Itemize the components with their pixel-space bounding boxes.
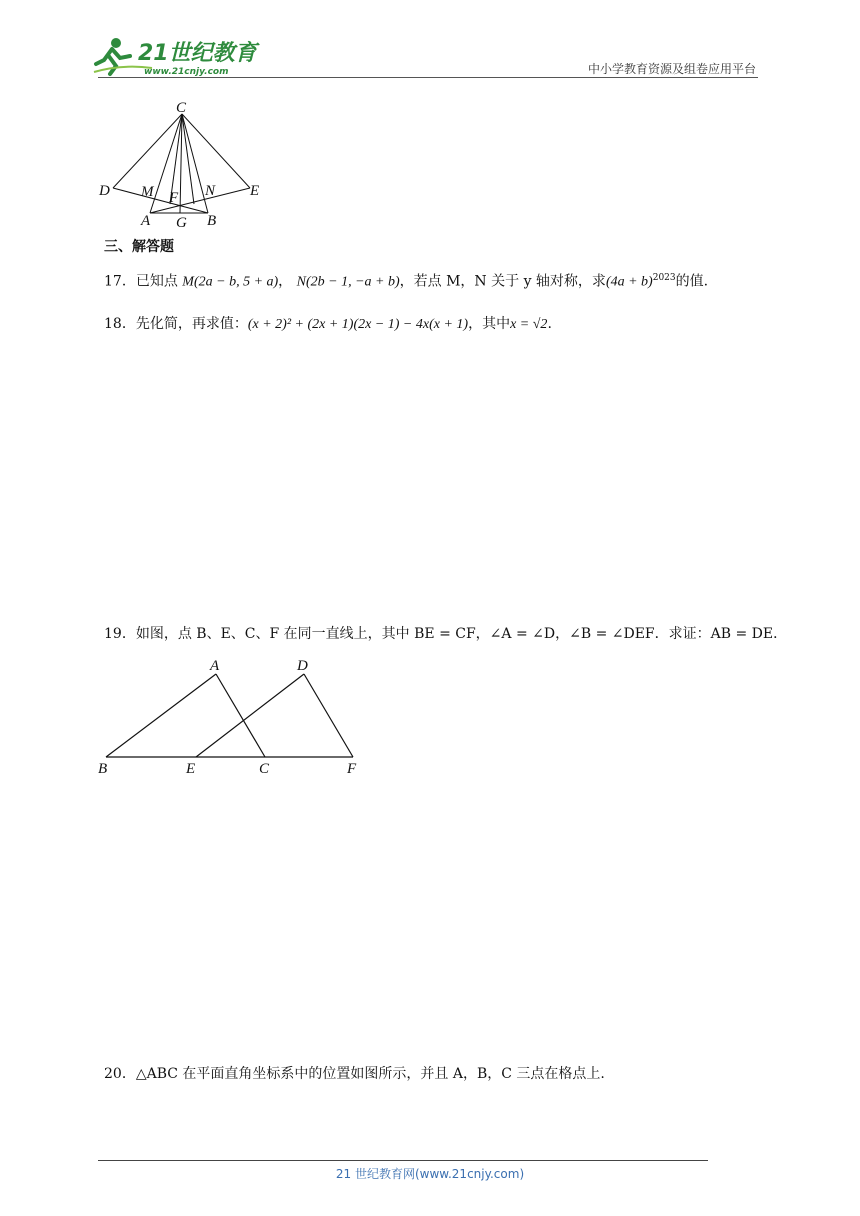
q19-text: 如图，点 B、E、C、F 在同一直线上，其中 BE = CF，∠A = ∠D，∠B = ∠DEF．求证：AB = DE． — [135, 626, 788, 642]
logo-url: www.21cnjy.com — [144, 67, 229, 77]
section-title: 三、解答题 — [104, 239, 174, 255]
question-20 — [104, 1064, 605, 1084]
fig16-label-n: N — [205, 183, 216, 199]
fig16-label-m: M — [141, 184, 154, 200]
q17-m-coords: (2a − b, 5 + a) — [193, 274, 279, 290]
q20-text: △ABC 在平面直角坐标系中的位置如图所示，并且 A，B，C 三点在格点上. — [135, 1066, 605, 1082]
header-divider — [98, 77, 758, 78]
q18-expression: (x + 2)² + (2x + 1)(2x − 1) − 4x(x + 1) — [247, 317, 469, 332]
footer-divider — [98, 1160, 708, 1161]
fig16-label-a: A — [141, 213, 151, 229]
fig19-label-d: D — [297, 658, 308, 674]
q18-text-1: 先化简，再求值： — [135, 316, 248, 332]
q17-text-1: 已知点 — [135, 273, 178, 290]
fig19-label-a: A — [210, 658, 220, 674]
q17-exponent: 2023 — [652, 273, 676, 283]
fig16-label-b: B — [207, 213, 217, 229]
fig19-label-b: B — [98, 761, 108, 777]
q17-sep: ， — [278, 273, 293, 290]
q18-text-2: ，其中 — [468, 316, 511, 332]
q17-point-n: N — [296, 274, 306, 290]
q17-point-m: M — [182, 274, 194, 290]
fig16-label-c: C — [176, 100, 187, 116]
question-17 — [104, 268, 708, 293]
fig19-label-c: C — [259, 761, 270, 777]
site-logo — [92, 34, 262, 78]
figure-16 — [96, 96, 276, 231]
question-18 — [104, 314, 552, 335]
q18-condition: x = √2 — [510, 317, 548, 332]
q17-text-2: ，若点 M，N 关于 y 轴对称，求 — [399, 273, 606, 290]
q18-number: 18． — [104, 316, 136, 332]
question-19 — [104, 624, 787, 644]
q17-n-coords: (2b − 1, −a + b) — [305, 274, 400, 290]
fig16-label-d: D — [99, 183, 110, 199]
figure-19 — [94, 652, 366, 778]
q17-expression: (4a + b) — [605, 274, 653, 290]
logo-text: 21世纪教育 — [138, 41, 257, 66]
fig19-label-e: E — [186, 761, 196, 777]
q20-number: 20． — [104, 1066, 136, 1082]
q17-text-3: 的值. — [675, 273, 709, 290]
fig16-label-g: G — [176, 215, 187, 231]
q18-end: . — [547, 316, 552, 332]
fig16-label-f: F — [169, 190, 179, 206]
fig19-label-f: F — [347, 761, 357, 777]
q19-number: 19． — [104, 626, 136, 642]
footer-link[interactable]: 21 世纪教育网(www.21cnjy.com) — [335, 1167, 525, 1181]
fig16-label-e: E — [250, 183, 260, 199]
header-platform-text: 中小学教育资源及组卷应用平台 — [587, 62, 756, 76]
q17-number: 17． — [104, 273, 136, 290]
